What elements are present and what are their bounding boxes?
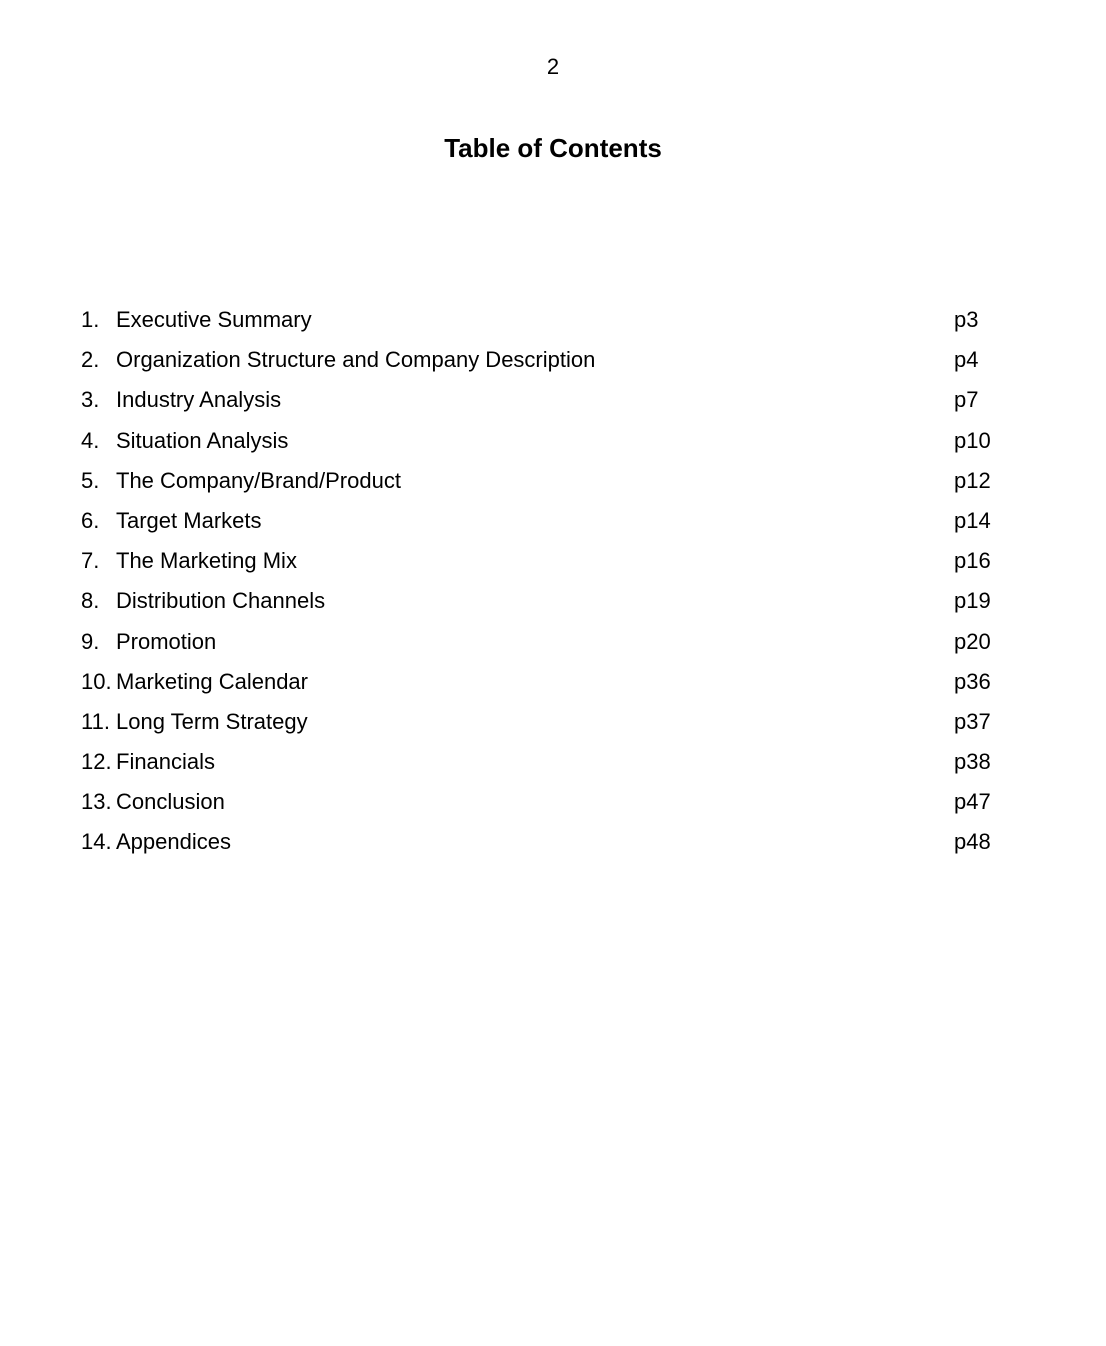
- page-number: 2: [546, 54, 560, 79]
- toc-entry-label: Conclusion: [116, 789, 225, 815]
- toc-entry-number: 3.: [81, 387, 100, 413]
- toc-entry-financials: [81, 742, 1021, 782]
- toc-entry-situation-analysis: [81, 421, 1021, 461]
- toc-entry-page: p36: [954, 668, 991, 694]
- toc-entry-page: p20: [954, 628, 991, 654]
- toc-entry-page: p38: [954, 749, 991, 775]
- toc-entry-label: Promotion: [116, 628, 217, 654]
- toc-entry-target-markets: [81, 501, 1021, 541]
- toc-entry-label: Situation Analysis: [116, 427, 289, 453]
- toc-entry-page: p10: [954, 427, 991, 453]
- toc-entry-executive-summary: [81, 300, 1021, 340]
- toc-entry-label: The Marketing Mix: [116, 548, 297, 574]
- toc-entry-page: p12: [954, 467, 991, 493]
- toc-entry-number: 1.: [81, 307, 100, 332]
- toc-entry-conclusion: [81, 782, 1021, 822]
- toc-entry-label: Industry Analysis: [116, 387, 282, 413]
- toc-entry-promotion: [81, 622, 1021, 662]
- toc-entry-number: 10.: [81, 668, 112, 694]
- toc-entry-number: 12.: [81, 749, 112, 775]
- toc-entry-number: 7.: [81, 548, 100, 574]
- toc-entry-page: p48: [954, 829, 991, 855]
- toc-entry-label: Long Term Strategy: [116, 708, 308, 734]
- toc-entry-number: 14.: [81, 829, 112, 855]
- toc-entry-industry-analysis: [81, 380, 1021, 420]
- toc-entry-page: p16: [954, 548, 991, 574]
- toc-entry-label: Executive Summary: [116, 307, 312, 332]
- toc-entry-number: 4.: [81, 427, 100, 453]
- toc-entry-number: 11.: [81, 708, 110, 734]
- toc-entry-number: 9.: [81, 628, 100, 654]
- toc-entry-label: The Company/Brand/Product: [116, 467, 401, 493]
- toc-entry-page: p4: [954, 347, 979, 373]
- toc-entry-company-brand-product: [81, 461, 1021, 501]
- toc-entry-page: p14: [954, 507, 991, 533]
- toc-entry-number: 6.: [81, 507, 100, 533]
- toc-entry-marketing-calendar: [81, 662, 1021, 702]
- toc-entry-number: 8.: [81, 588, 100, 614]
- toc-entry-long-term-strategy: [81, 702, 1021, 742]
- toc-entry-page: p7: [954, 387, 979, 413]
- toc-entry-number: 13.: [81, 789, 112, 815]
- toc-entry-label: Appendices: [116, 829, 231, 855]
- toc-entry-page: p19: [954, 588, 991, 614]
- toc-entry-marketing-mix: [81, 541, 1021, 581]
- toc-entry-page: p37: [954, 708, 991, 734]
- toc-entry-label: Organization Structure and Company Description: [116, 347, 596, 373]
- toc-entry-label: Marketing Calendar: [116, 668, 308, 694]
- toc-entry-label: Financials: [116, 749, 216, 775]
- toc-entry-number: 5.: [81, 467, 100, 493]
- page-title: Table of Contents: [444, 133, 662, 163]
- toc-entry-appendices: [81, 822, 1021, 862]
- toc-entry-number: 2.: [81, 347, 100, 373]
- toc-entry-page: p47: [954, 789, 991, 815]
- toc-entry-organization-structure: [81, 340, 1021, 380]
- table-of-contents: [81, 300, 1021, 863]
- toc-entry-label: Distribution Channels: [116, 588, 326, 614]
- toc-entry-label: Target Markets: [116, 507, 262, 533]
- toc-entry-distribution-channels: [81, 581, 1021, 621]
- toc-entry-page: p3: [954, 307, 979, 332]
